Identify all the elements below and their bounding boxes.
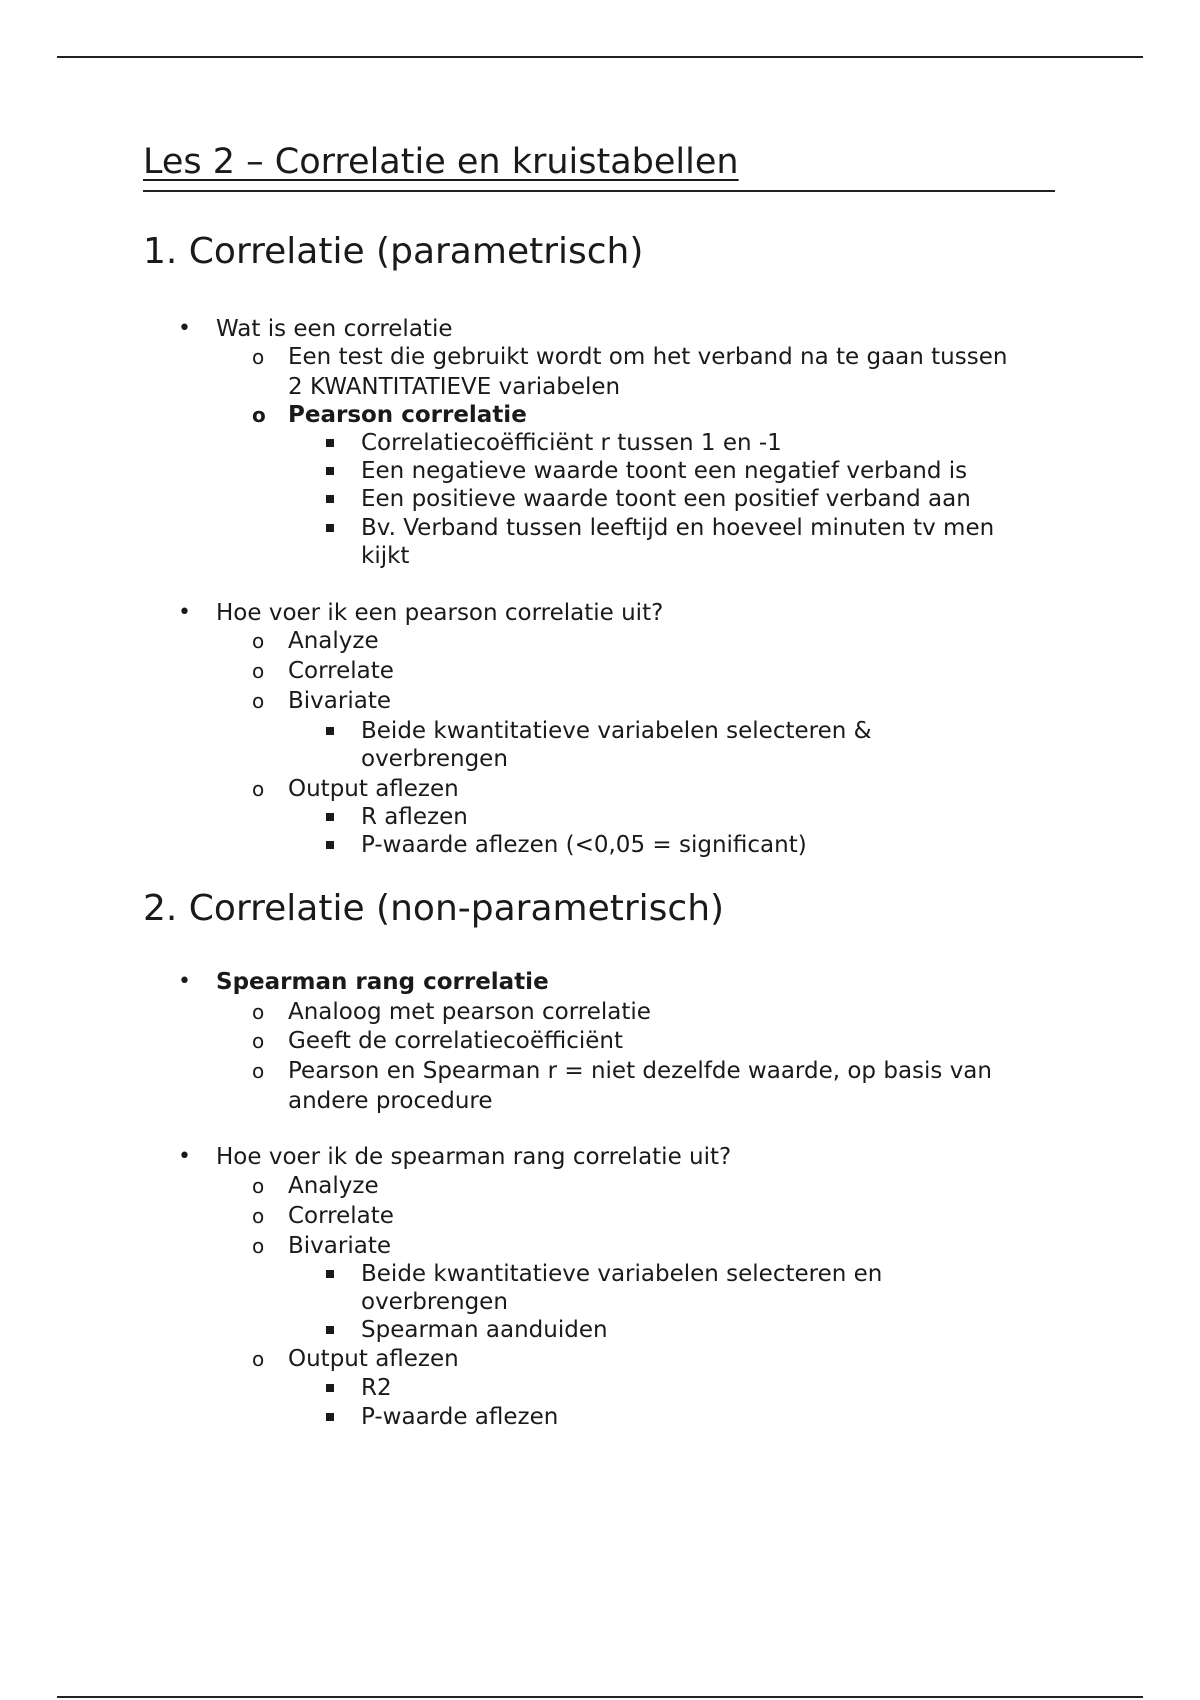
step-item: Output aflezen xyxy=(288,1346,459,1372)
bullet-square-icon xyxy=(326,495,334,503)
sub-item: Spearman aanduiden xyxy=(361,1317,608,1343)
item-line: Pearson en Spearman r = niet dezelfde waarde, op basis van xyxy=(288,1058,992,1084)
sub-item: Correlatiecoëfficiënt r tussen 1 en -1 xyxy=(361,430,782,456)
sub-item: Beide kwantitatieve variabelen selecteren en xyxy=(361,1261,883,1287)
sub-item: P-waarde aflezen xyxy=(361,1404,559,1430)
sub-item: overbrengen xyxy=(361,1289,508,1315)
bullet-circle-icon: o xyxy=(252,777,265,801)
item-line: Geeft de correlatiecoëfficiënt xyxy=(288,1028,624,1054)
bullet-square-icon xyxy=(326,439,334,447)
bullet-square-icon xyxy=(326,1326,334,1334)
bullet-dot-icon: • xyxy=(178,1144,191,1169)
step-item: Analyze xyxy=(288,628,379,654)
top-rule xyxy=(57,56,1143,58)
bullet-circle-icon: o xyxy=(252,1204,265,1228)
bullet-circle-icon: o xyxy=(252,689,265,713)
question-how-pearson: Hoe voer ik een pearson correlatie uit? xyxy=(216,600,664,626)
bullet-circle-icon: o xyxy=(252,629,265,653)
bullet-square-icon xyxy=(326,1384,334,1392)
bullet-circle-icon: o xyxy=(252,1059,265,1083)
bullet-square-icon xyxy=(326,467,334,475)
bullet-square-icon xyxy=(326,1270,334,1278)
item-pearson-correlation: Pearson correlatie xyxy=(288,402,527,428)
bullet-square-icon xyxy=(326,727,334,735)
bullet-circle-icon: o xyxy=(252,1174,265,1198)
sub-item: R aflezen xyxy=(361,804,468,830)
section-2-heading: 2. Correlatie (non-parametrisch) xyxy=(143,888,725,929)
bottom-rule xyxy=(57,1696,1143,1698)
bullet-circle-icon: o xyxy=(252,1029,265,1053)
bullet-circle-icon: o xyxy=(252,659,265,683)
item-line: Analoog met pearson correlatie xyxy=(288,999,651,1025)
sub-item: Een positieve waarde toont een positief verband aan xyxy=(361,486,971,512)
step-item: Bivariate xyxy=(288,1233,391,1259)
bullet-circle-icon: o xyxy=(252,1347,265,1371)
step-item: Output aflezen xyxy=(288,776,459,802)
step-item: Bivariate xyxy=(288,688,391,714)
bullet-dot-icon: • xyxy=(178,600,191,625)
item-line: 2 KWANTITATIEVE variabelen xyxy=(288,374,621,400)
bullet-dot-icon: • xyxy=(178,969,191,994)
document-title: Les 2 – Correlatie en kruistabellen xyxy=(143,140,1055,192)
bullet-circle-icon: o xyxy=(252,1000,265,1024)
bullet-square-icon xyxy=(326,813,334,821)
bullet-square-icon xyxy=(326,841,334,849)
bullet-circle-icon: o xyxy=(252,403,266,427)
question-how-spearman: Hoe voer ik de spearman rang correlatie uit? xyxy=(216,1144,732,1170)
step-item: Correlate xyxy=(288,1203,394,1229)
bullet-square-icon xyxy=(326,1413,334,1421)
bullet-circle-icon: o xyxy=(252,345,265,369)
sub-item: P-waarde aflezen (<0,05 = significant) xyxy=(361,832,807,858)
step-item: Correlate xyxy=(288,658,394,684)
sub-item: overbrengen xyxy=(361,746,508,772)
bullet-circle-icon: o xyxy=(252,1234,265,1258)
sub-item: kijkt xyxy=(361,543,410,569)
step-item: Analyze xyxy=(288,1173,379,1199)
question-spearman: Spearman rang correlatie xyxy=(216,969,549,995)
sub-item: Bv. Verband tussen leeftijd en hoeveel minuten tv men xyxy=(361,515,995,541)
bullet-square-icon xyxy=(326,524,334,532)
bullet-dot-icon: • xyxy=(178,316,191,341)
section-1-heading: 1. Correlatie (parametrisch) xyxy=(143,231,644,272)
sub-item: Een negatieve waarde toont een negatief verband is xyxy=(361,458,968,484)
sub-item: R2 xyxy=(361,1375,392,1401)
sub-item: Beide kwantitatieve variabelen selecteren & xyxy=(361,718,872,744)
item-line: Een test die gebruikt wordt om het verband na te gaan tussen xyxy=(288,344,1008,370)
item-line: andere procedure xyxy=(288,1088,493,1114)
question-what-is-correlation: Wat is een correlatie xyxy=(216,316,453,342)
